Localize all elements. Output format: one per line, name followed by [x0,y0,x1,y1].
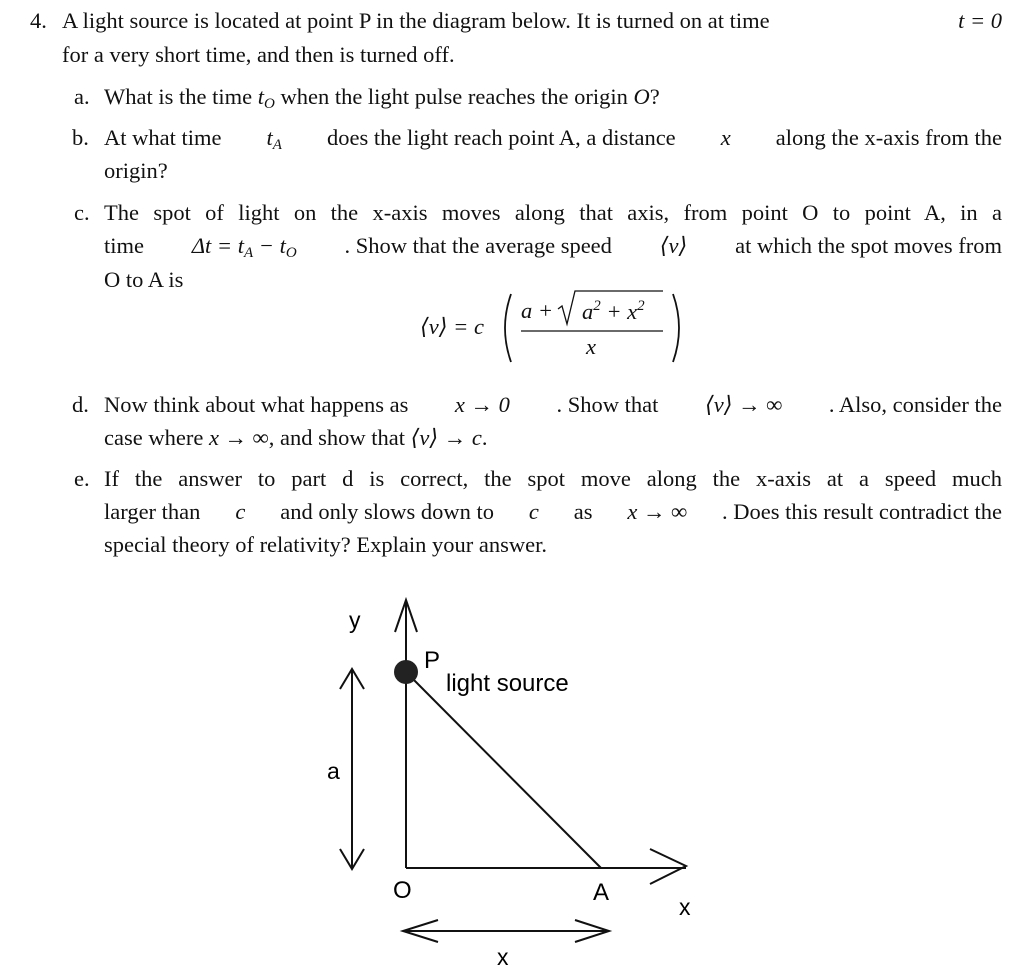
point-p-label: P [424,647,441,674]
part-b-label: b. [72,125,89,150]
part-c-line-3: O to A is [104,267,184,292]
part-e-line-3: special theory of relativity? Explain your answer. [104,532,547,557]
y-axis-label: y [349,607,361,633]
part-b-line-2: origin? [104,158,168,183]
x-axis-label: x [679,894,691,920]
intro-text: A light source is located at point P in the diagram below. It is turned on at time [62,8,770,33]
part-c-line-1: The spot of light on the x-axis moves along that axis, from point O to point A, in a [104,200,1002,225]
intro-time-math: t = 0 [958,8,1002,33]
light-source-label: light source [446,670,569,697]
intro-line-2: for a very short time, and then is turned off. [62,42,455,67]
part-a-symbol: $t_O$ [257,84,275,112]
part-c-line-2: time $\Delta t = t_A - t_O$ . Show that the average speed ⟨v⟩ at which the spot moves from [104,233,1002,261]
point-a-label: A [593,879,610,906]
a-length-label: a [327,758,340,784]
part-a-post: when the light pulse reaches the origin [280,84,628,109]
x-axis-arrowhead [650,849,686,884]
light-source-point [394,660,418,684]
origin-label: O [393,877,412,904]
part-a-pre: What is the time [104,84,253,109]
x-distance-label: x [497,944,509,970]
part-d-line-2: case where x → ∞, and show that ⟨v⟩ → c. [104,425,488,450]
formula-numerator-a: a + [521,298,554,323]
problem-number: 4. [30,8,47,33]
part-a-text: What is the time $t_O$ when the light pulse reaches the origin O? [104,84,660,112]
part-a-label: a. [74,84,90,109]
part-a-origin: O [633,84,650,109]
part-c-label: c. [74,200,90,225]
formula-lhs: ⟨v⟩ = c [420,314,484,339]
formula-denominator: x [586,334,596,359]
formula-radicand: $a^2 + x^2$ [582,298,645,324]
light-ray [406,672,601,868]
part-b-line-1: At what time $t_A$ does the light reach point A, a distance x along the x-axis from the [104,125,1002,153]
part-e-line-2: larger than c and only slows down to c as x → ∞ . Does this result contradict the [104,499,1002,524]
part-e-line-1: If the answer to part d is correct, the spot move along the x-axis at a speed much [104,466,1002,491]
part-e-label: e. [74,466,90,491]
part-d-label: d. [72,392,89,417]
part-d-line-1: Now think about what happens as x → 0 . Show that ⟨v⟩ → ∞ . Also, consider the [104,392,1002,417]
